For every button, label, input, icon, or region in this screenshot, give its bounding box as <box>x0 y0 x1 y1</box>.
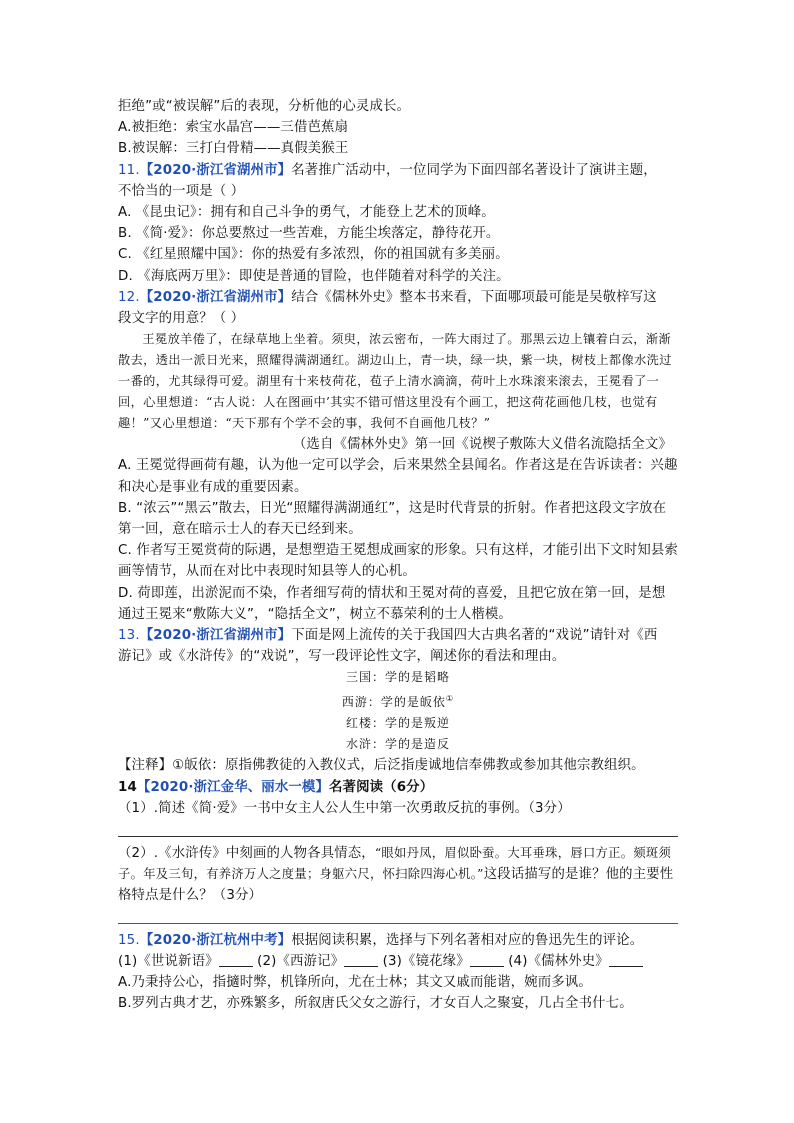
q13-stem-line2: 游记》或《水浒传》的“戏说”，写一段评论性文字，阐述你的看法和理由。 <box>118 649 566 665</box>
q11-option-d: D. 《海底两万里》：即使是普通的冒险，也伴随着对科学的关注。 <box>118 268 510 284</box>
q14-part2 <box>118 843 678 907</box>
q13-note: 【注释】①皈依：原指佛教徒的入教仪式，后泛指虔诚地信奉佛教或参加其他宗教组织。 <box>118 758 645 774</box>
intro-option-a: A.被拒绝：索宝水晶宫——三借芭蕉扇 <box>118 120 349 136</box>
xishuo-line-sanguo: 三国：学的是韬略 <box>345 670 450 685</box>
xishuo-line-shuihu: 水浒：学的是造反 <box>345 737 450 752</box>
q11-option-c: C. 《红星照耀中国》：你的热爱有多浓烈，你的祖国就有多美丽。 <box>118 247 509 263</box>
q12-option-c: C. 作者写王冕赏荷的际遇，是想塑造王冕想成画家的形象。只有这样，才能引出下文时知县索画等情节，从而在对比中表现时知县等人的心机。 <box>118 543 678 580</box>
answer-blank[interactable] <box>344 953 378 967</box>
q15-source: 【2020·浙江杭州中考】 <box>139 932 292 948</box>
xishuo-xiyou-text: 西游：学的是皈依 <box>341 695 446 710</box>
q15-item-3: (3)《镜花缘》 <box>382 953 470 969</box>
q15-item-4: (4)《儒林外史》 <box>508 953 609 969</box>
q14-part2-intro: （2）.《水浒传》中刻画的人物各具情态， <box>118 846 375 862</box>
answer-blank[interactable] <box>609 953 643 967</box>
q12-passage: 王冕放羊倦了，在绿草地上坐着。须臾，浓云密布，一阵大雨过了。那黑云边上镶着白云，渐渐散去，透出一派日光来，照耀得满湖通红。湖边山上，青一块，绿一块，紫一块，树枝上都像水洗过一番的，尤其绿得可爱。湖里有十来枝荷花，苞子上清水滴滴，荷叶上水珠滚来滚去，王冕看了一回，心里想道：“古人说：人在图画中’其实不错可惜这里没有个画工，把这荷花画他几枝，也觉有趣！”又心里想道：“天下那有个学不会的事，我何不自画他几枝？” <box>118 332 672 431</box>
q12-option-d: D. 荷即莲，出淤泥而不染，作者细写荷的情状和王冕对荷的喜爱，且把它放在第一回，是想通过王冕来“敷陈大义”，“隐括全文”，树立不慕荣利的士人楷模。 <box>118 585 666 622</box>
q11-number: 11. <box>118 162 140 178</box>
q15-option-b: B.罗列古典才艺，亦殊繁多，所叙唐氏父女之游行，才女百人之聚宴，几占全书什七。 <box>118 996 633 1012</box>
q12-number: 12. <box>118 289 140 305</box>
intro-option-b: B.被误解：三打白骨精——真假美猴王 <box>118 141 349 157</box>
q13-stem-text: 下面是网上流传的关于我国四大古典名著的“戏说”请针对《西 <box>291 628 658 644</box>
divider-line <box>118 923 678 924</box>
document-page <box>118 96 678 1015</box>
q12-option-b: B. “浓云”“黑云”散去，日光“照耀得满湖通红”，这是时代背景的折射。作者把这段文字放在第一回，意在暗示士人的春天已经到来。 <box>118 500 667 538</box>
q14-heading <box>118 777 678 798</box>
q12-stem-line2: 段文字的用意？（ ） <box>118 311 245 327</box>
q14-source: 【2020·浙江金华、丽水一模】 <box>136 779 329 795</box>
xishuo-line-xiyou <box>118 688 678 713</box>
answer-blank[interactable] <box>470 953 504 967</box>
q12-citation: （选自《儒林外史》第一回《说楔子敷陈大义借名流隐括全文》 <box>292 437 672 453</box>
intro-line: 拒绝”或“被误解”后的表现，分析他的心灵成长。 <box>118 99 411 114</box>
q11-stem-text: 名著推广活动中，一位同学为下面四部名著设计了演讲主题， <box>291 162 657 178</box>
q11-source: 【2020·浙江省湖州市】 <box>139 162 292 178</box>
q15-items <box>118 951 678 972</box>
answer-line <box>118 836 678 837</box>
q12-option-a: A. 王冕觉得画荷有趣，认为他一定可以学会，后来果然全县闻名。作者这是在告诉读者：兴趣和决心是事业有成的重要因素。 <box>118 458 678 495</box>
q13-number: 13. <box>118 628 140 644</box>
q14-part2-quote: “眼如丹凤，眉似卧蚕。大耳垂珠，唇口方正。颏斑须子。年及三旬，有养济万人之度量；身躯六尺，怀扫除四海心机。” <box>118 846 672 882</box>
q14-part2-question: 这段话描写的是谁？他的主要性格特点是什么？（3分） <box>118 867 674 904</box>
q15-item-2: (2)《西游记》 <box>257 953 345 969</box>
q11-stem <box>118 160 678 181</box>
q15-item-1: (1)《世说新语》 <box>118 953 219 969</box>
q14-number: 14 <box>118 779 137 795</box>
q11-option-b: B. 《简·爱》：你总要熬过一些苦难，方能尘埃落定，静待花开。 <box>118 226 500 242</box>
q15-stem <box>118 930 678 951</box>
q12-source: 【2020·浙江省湖州市】 <box>139 289 292 305</box>
q15-number: 15. <box>118 932 140 948</box>
q12-stem-text: 结合《儒林外史》整本书来看，下面哪项最可能是吴敬梓写这 <box>291 289 657 305</box>
q11-stem-line2: 不恰当的一项是（ ） <box>118 183 245 199</box>
q11-option-a: A. 《昆虫记》：拥有和自己斗争的勇气，才能登上艺术的顶峰。 <box>118 205 495 221</box>
q12-stem <box>118 287 678 308</box>
q14-title: 名著阅读（6分） <box>329 779 434 795</box>
xishuo-line-honglou: 红楼：学的是叛逆 <box>345 716 450 731</box>
footnote-marker: ① <box>445 694 455 704</box>
q14-part1: （1）.简述《简·爱》一书中女主人公人生中第一次勇敢反抗的事例。（3分） <box>118 800 571 816</box>
q13-stem <box>118 625 678 646</box>
q15-option-a: A.乃秉持公心，指擿时弊，机锋所向，尤在士林；其文又戚而能谐，婉而多讽。 <box>118 975 592 991</box>
answer-blank[interactable] <box>219 953 253 967</box>
q13-source: 【2020·浙江省湖州市】 <box>139 628 292 644</box>
q15-stem-text: 根据阅读积累，选择与下列名著相对应的鲁迅先生的评论。 <box>291 932 644 948</box>
